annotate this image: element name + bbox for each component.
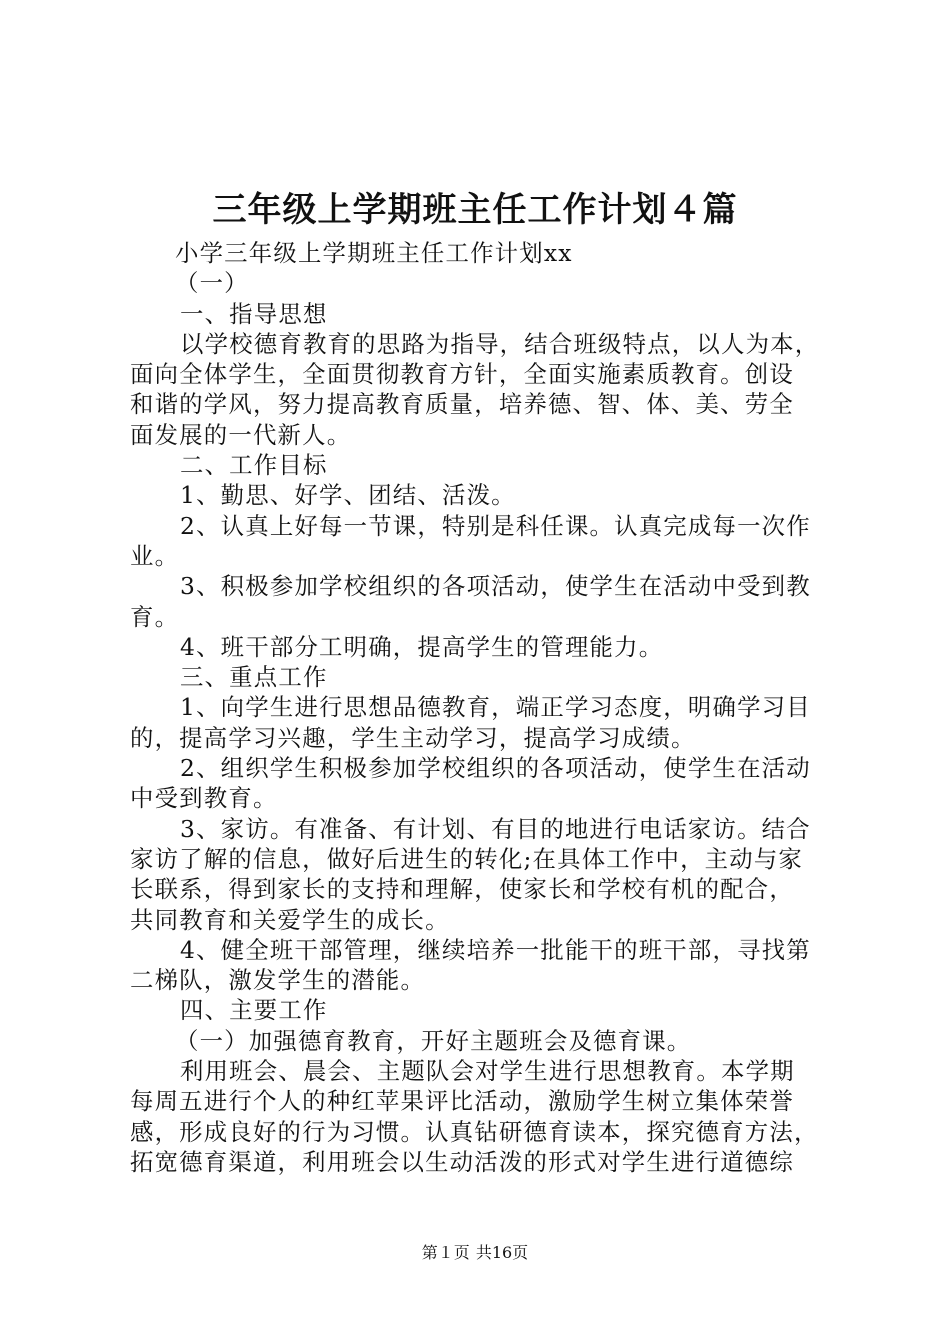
- section-heading: 二、工作目标: [180, 451, 328, 480]
- paragraph-line: 3、积极参加学校组织的各项活动，使学生在活动中受到教: [180, 572, 811, 601]
- paragraph-line: 4、班干部分工明确，提高学生的管理能力。: [180, 632, 664, 661]
- paragraph-line: 中受到教育。: [130, 784, 278, 813]
- subsection-heading: （一）加强德育教育，开好主题班会及德育课。: [175, 1026, 692, 1055]
- paragraph-line: 2、组织学生积极参加学校组织的各项活动，使学生在活动: [180, 754, 811, 783]
- section-heading: 三、重点工作: [180, 663, 328, 692]
- paragraph-line: 业。: [130, 541, 180, 570]
- paragraph-line: 感，形成良好的行为习惯。认真钻研德育读本，探究德育方法，: [130, 1117, 819, 1146]
- paragraph-line: 利用班会、晨会、主题队会对学生进行思想教育。本学期: [180, 1057, 795, 1086]
- paragraph-line: 每周五进行个人的种红苹果评比活动，激励学生树立集体荣誉: [130, 1087, 794, 1116]
- paragraph-line: 4、健全班干部管理，继续培养一批能干的班干部，寻找第: [180, 935, 811, 964]
- paragraph-line: （一）: [175, 269, 249, 298]
- paragraph-line: 和谐的学风，努力提高教育质量，培养德、智、体、美、劳全: [130, 390, 794, 419]
- paragraph-line: 家访了解的信息，做好后进生的转化;在具体工作中，主动与家: [130, 844, 804, 873]
- paragraph-line: 育。: [130, 602, 180, 631]
- document-title: 三年级上学期班主任工作计划４篇: [212, 190, 738, 230]
- page-number: 第１页: [421, 1243, 470, 1262]
- paragraph-line: 1、向学生进行思想品德教育，端正学习态度，明确学习目: [180, 693, 811, 722]
- paragraph-line: 面发展的一代新人。: [130, 420, 352, 449]
- paragraph-line: 面向全体学生，全面贯彻教育方针，全面实施素质教育。创设: [130, 360, 794, 389]
- paragraph-line: 以学校德育教育的思路为指导，结合班级特点，以人为本，: [180, 329, 820, 358]
- paragraph-line: 共同教育和关爱学生的成长。: [130, 905, 450, 934]
- paragraph-line: 2、认真上好每一节课，特别是科任课。认真完成每一次作: [180, 511, 811, 540]
- page-total: 共16页: [475, 1243, 529, 1262]
- page-footer: [0, 1243, 950, 1263]
- document-body: [130, 238, 830, 1177]
- paragraph-line: 拓宽德育渠道，利用班会以生动活泼的形式对学生进行道德综: [130, 1147, 794, 1176]
- paragraph-line: 小学三年级上学期班主任工作计划xx: [175, 239, 573, 267]
- section-heading: 四、主要工作: [180, 996, 328, 1025]
- paragraph-line: 1、勤思、好学、团结、活泼。: [180, 481, 516, 510]
- paragraph-line: 二梯队，激发学生的潜能。: [130, 966, 426, 995]
- paragraph-line: 3、家访。有准备、有计划、有目的地进行电话家访。结合: [180, 814, 811, 843]
- paragraph-line: 的，提高学习兴趣，学生主动学习，提高学习成绩。: [130, 723, 696, 752]
- section-heading: 一、指导思想: [180, 299, 328, 328]
- paragraph-line: 长联系，得到家长的支持和理解，使家长和学校有机的配合，: [130, 875, 794, 904]
